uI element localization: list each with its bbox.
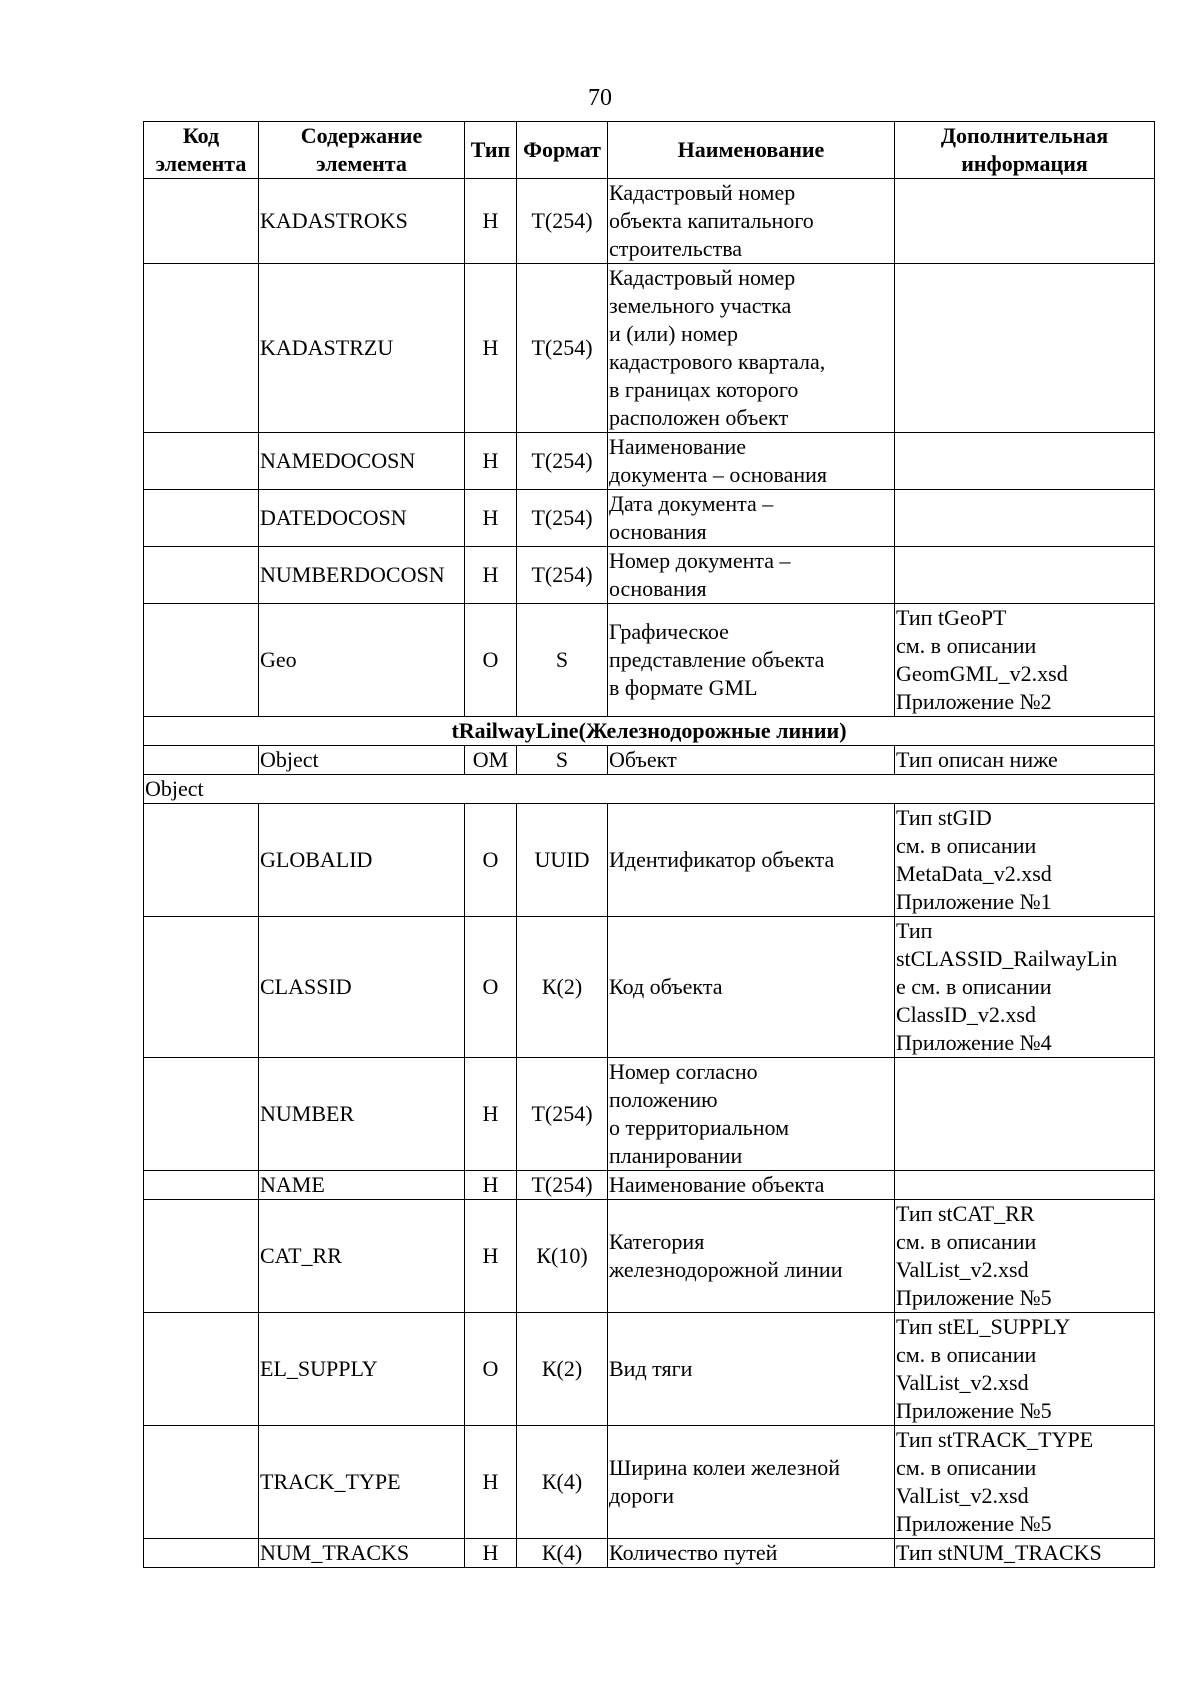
cell-content: Object: [259, 746, 465, 775]
cell-format: S: [517, 604, 608, 717]
cell-name: Объект: [608, 746, 895, 775]
group-title-row: [144, 775, 1155, 804]
header-name: Наименование: [608, 122, 895, 179]
table-body-a: [144, 179, 1155, 717]
cell-type: О: [465, 1313, 517, 1426]
cell-content: NUMBER: [259, 1058, 465, 1171]
cell-name: Количество путей: [608, 1539, 895, 1568]
element-spec-table: [143, 121, 1155, 1568]
cell-format: Т(254): [517, 1058, 608, 1171]
cell-content: Geo: [259, 604, 465, 717]
cell-type: Н: [465, 433, 517, 490]
cell-name: Номер согласно положению о территориальном планировании: [608, 1058, 895, 1171]
cell-content: TRACK_TYPE: [259, 1426, 465, 1539]
cell-type: Н: [465, 1058, 517, 1171]
cell-code: [144, 264, 259, 433]
group-title: Object: [144, 775, 1155, 804]
cell-type: Н: [465, 1539, 517, 1568]
cell-info: Тип описан ниже: [895, 746, 1155, 775]
cell-info: Тип stEL_SUPPLY см. в описании ValList_v2.xsd Приложение №5: [895, 1313, 1155, 1426]
cell-info: Тип tGeoPT см. в описании GeomGML_v2.xsd Приложение №2: [895, 604, 1155, 717]
section-object-row: [144, 746, 1155, 775]
table-row: [144, 804, 1155, 917]
cell-info: Тип stGID см. в описании MetaData_v2.xsd Приложение №1: [895, 804, 1155, 917]
cell-name: Наименование объекта: [608, 1171, 895, 1200]
cell-content: CLASSID: [259, 917, 465, 1058]
cell-name: Кадастровый номер объекта капитального строительства: [608, 179, 895, 264]
cell-info: [895, 1171, 1155, 1200]
header-info: Дополнительная информация: [895, 122, 1155, 179]
table-row: [144, 1058, 1155, 1171]
cell-code: [144, 746, 259, 775]
cell-content: NUM_TRACKS: [259, 1539, 465, 1568]
cell-code: [144, 1200, 259, 1313]
cell-type: Н: [465, 264, 517, 433]
cell-type: Н: [465, 1200, 517, 1313]
cell-info: [895, 264, 1155, 433]
cell-code: [144, 917, 259, 1058]
cell-code: [144, 1539, 259, 1568]
cell-content: NUMBERDOCOSN: [259, 547, 465, 604]
cell-code: [144, 1171, 259, 1200]
cell-code: [144, 1058, 259, 1171]
table-row: [144, 264, 1155, 433]
cell-name: Идентификатор объекта: [608, 804, 895, 917]
cell-code: [144, 804, 259, 917]
cell-format: Т(254): [517, 433, 608, 490]
cell-content: KADASTRZU: [259, 264, 465, 433]
cell-name: Вид тяги: [608, 1313, 895, 1426]
cell-content: EL_SUPPLY: [259, 1313, 465, 1426]
cell-format: К(4): [517, 1539, 608, 1568]
table-row: [144, 1171, 1155, 1200]
cell-format: S: [517, 746, 608, 775]
section-block: [144, 717, 1155, 804]
cell-code: [144, 1313, 259, 1426]
table-header-row: [144, 122, 1155, 179]
cell-info: Тип stCAT_RR см. в описании ValList_v2.xsd Приложение №5: [895, 1200, 1155, 1313]
cell-type: О: [465, 917, 517, 1058]
cell-type: Н: [465, 179, 517, 264]
cell-info: Тип stCLASSID_RailwayLin e см. в описании ClassID_v2.xsd Приложение №4: [895, 917, 1155, 1058]
cell-type: О: [465, 804, 517, 917]
table-row: [144, 1200, 1155, 1313]
cell-info: Тип stTRACK_TYPE см. в описании ValList_v2.xsd Приложение №5: [895, 1426, 1155, 1539]
cell-code: [144, 1426, 259, 1539]
cell-format: К(2): [517, 1313, 608, 1426]
table-row: [144, 604, 1155, 717]
cell-name: Номер документа – основания: [608, 547, 895, 604]
cell-format: К(4): [517, 1426, 608, 1539]
cell-info: [895, 433, 1155, 490]
section-title: tRailwayLine(Железнодорожные линии): [144, 717, 1155, 746]
cell-type: Н: [465, 1171, 517, 1200]
cell-content: GLOBALID: [259, 804, 465, 917]
cell-type: Н: [465, 1426, 517, 1539]
table-row: [144, 547, 1155, 604]
cell-code: [144, 179, 259, 264]
cell-code: [144, 604, 259, 717]
cell-format: К(2): [517, 917, 608, 1058]
cell-code: [144, 433, 259, 490]
cell-code: [144, 547, 259, 604]
table-row: [144, 433, 1155, 490]
cell-name: Дата документа – основания: [608, 490, 895, 547]
table-row: [144, 1313, 1155, 1426]
cell-info: [895, 179, 1155, 264]
cell-content: DATEDOCOSN: [259, 490, 465, 547]
cell-content: NAMEDOCOSN: [259, 433, 465, 490]
header-code: Код элемента: [144, 122, 259, 179]
table-row: [144, 917, 1155, 1058]
cell-name: Код объекта: [608, 917, 895, 1058]
section-title-row: [144, 717, 1155, 746]
cell-code: [144, 490, 259, 547]
cell-format: Т(254): [517, 264, 608, 433]
cell-content: CAT_RR: [259, 1200, 465, 1313]
cell-format: К(10): [517, 1200, 608, 1313]
table-row: [144, 1539, 1155, 1568]
cell-info: [895, 1058, 1155, 1171]
cell-name: Кадастровый номер земельного участка и (или) номер кадастрового квартала, в границах которого расположен объект: [608, 264, 895, 433]
cell-format: Т(254): [517, 179, 608, 264]
cell-type: Н: [465, 490, 517, 547]
table-body-b: [144, 804, 1155, 1568]
table-row: [144, 1426, 1155, 1539]
cell-name: Категория железнодорожной линии: [608, 1200, 895, 1313]
cell-name: Ширина колеи железной дороги: [608, 1426, 895, 1539]
header-format: Формат: [517, 122, 608, 179]
cell-info: [895, 547, 1155, 604]
cell-format: Т(254): [517, 1171, 608, 1200]
cell-type: О: [465, 604, 517, 717]
page-number: 70: [588, 85, 612, 111]
cell-name: Графическое представление объекта в формате GML: [608, 604, 895, 717]
cell-name: Наименование документа – основания: [608, 433, 895, 490]
cell-format: UUID: [517, 804, 608, 917]
header-type: Тип: [465, 122, 517, 179]
table-row: [144, 179, 1155, 264]
header-content: Содержание элемента: [259, 122, 465, 179]
cell-content: NAME: [259, 1171, 465, 1200]
cell-content: KADASTROKS: [259, 179, 465, 264]
cell-type: ОМ: [465, 746, 517, 775]
cell-format: Т(254): [517, 547, 608, 604]
cell-info: [895, 490, 1155, 547]
table-row: [144, 490, 1155, 547]
cell-format: Т(254): [517, 490, 608, 547]
cell-type: Н: [465, 547, 517, 604]
cell-info: Тип stNUM_TRACKS: [895, 1539, 1155, 1568]
